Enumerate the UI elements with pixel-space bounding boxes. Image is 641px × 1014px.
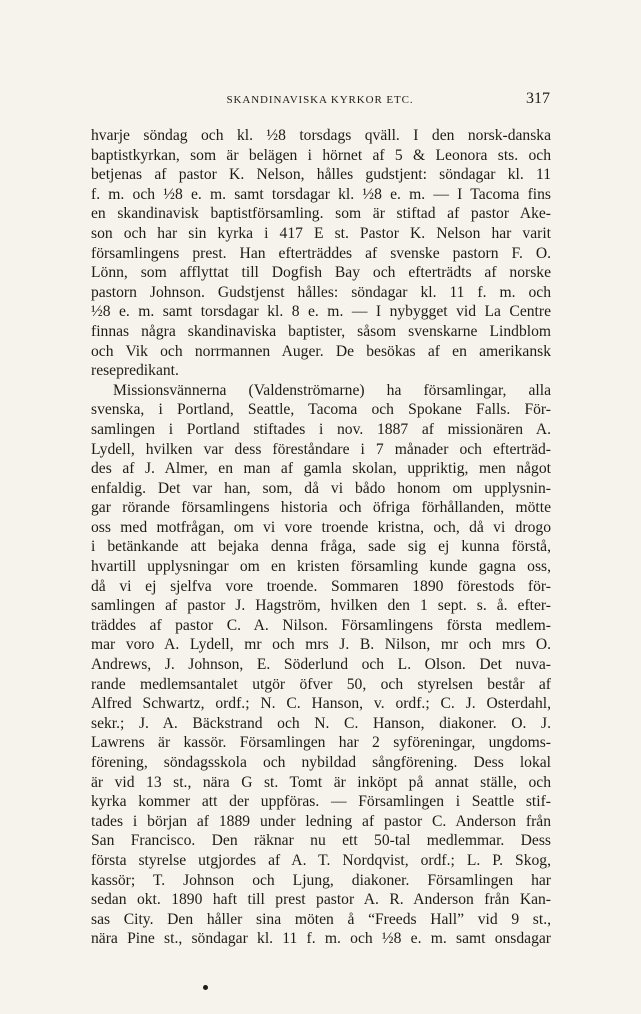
text-line: i betänkande att bejaka denna fråga, sade sig ej kunna förstå, — [91, 538, 551, 556]
text-line: sedan okt. 1890 haft till prest pastor A. R. Anderson från Kan- — [91, 891, 551, 909]
text-line: f. m. och ½8 e. m. samt torsdagar kl. ½8 e. m. — I Tacoma fins — [91, 185, 551, 203]
text-line: finnas några skandinaviska baptister, såsom svenskarne Lindblom — [91, 322, 551, 340]
running-title: SKANDINAVISKA KYRKOR ETC. — [226, 94, 414, 106]
text-line: resepredikant. — [91, 362, 179, 380]
text-line: förening, söndagsskola och nybildad sångförening. Dess lokal — [91, 754, 551, 771]
text-line: rande medlemsantalet utgör öfver 50, och styrelsen består af — [91, 675, 551, 693]
text-line: första styrelse utgjordes af A. T. Nordqvist, ordf.; L. P. Skog, — [91, 851, 551, 869]
text-line: Lönn, som afflyttat till Dogfish Bay och efterträdts af norske — [91, 264, 551, 282]
ink-dot — [203, 985, 208, 990]
text-line: hvarje söndag och kl. ½8 torsdags qväll. I den norsk-danska — [91, 127, 551, 144]
text-line: kassör; T. Johnson och Ljung, diakoner. Församlingen har — [91, 871, 551, 889]
text-line: Missionsvännerna (Valdenströmarne) ha församlingar, alla — [113, 381, 551, 399]
page-number: 317 — [526, 90, 550, 107]
text-line: då vi ej sjelfva vore troende. Sommaren 1890 förestods för- — [91, 577, 551, 595]
text-line: samlingen i Portland stiftades i nov. 1887 af missionären A. — [91, 420, 551, 438]
text-line: son och har sin kyrka i 417 E st. Pastor K. Nelson har varit — [91, 224, 551, 242]
text-line: enfaldig. Det var han, som, då vi bådo honom om upplysnin- — [91, 479, 551, 497]
text-line: gar rörande församlingens historia och öfriga förhållanden, mötte — [91, 499, 551, 517]
text-line: nära Pine st., söndagar kl. 11 f. m. och ½8 e. m. samt onsdagar — [91, 930, 551, 948]
text-line: hvartill upplysningar om en kristen församling kunde gagna oss, — [91, 558, 551, 576]
text-line: och Vik och norrmannen Auger. De besökas af en amerikansk — [91, 342, 551, 360]
text-line: oss med motfrågan, om vi vore troende kristna, och, då vi drogo — [91, 518, 551, 536]
text-line: pastorn Johnson. Gudstjenst hålles: söndagar kl. 11 f. m. och — [91, 283, 551, 301]
text-line: des af J. Almer, en man af gamla skolan, uppriktig, men något — [91, 460, 551, 478]
text-line: Andrews, J. Johnson, E. Söderlund och L. Olson. Det nuva- — [91, 656, 551, 674]
text-line: betjenas af pastor K. Nelson, hålles gudstjent: söndagar kl. 11 — [91, 166, 551, 184]
text-line: kyrka kommer att der uppföras. — Församlingen i Seattle stif- — [91, 793, 551, 811]
text-line: församlingens prest. Han efterträddes af svenske pastorn F. O. — [91, 244, 551, 262]
page-header — [90, 90, 550, 112]
text-line: samlingen af pastor J. Hagström, hvilken den 1 sept. s. å. efter- — [91, 597, 551, 615]
text-line: sekr.; J. A. Bäckstrand och N. C. Hanson, diakoner. O. J. — [91, 714, 551, 732]
text-line: ½8 e. m. samt torsdagar kl. 8 e. m. — I nybygget vid La Centre — [91, 303, 551, 321]
text-line: tades i början af 1889 under ledning af pastor C. Anderson från — [91, 812, 551, 830]
text-line: en skandinavisk baptistförsamling. som är stiftad af pastor Ake- — [91, 205, 551, 223]
text-line: Lydell, hvilken var dess föreståndare i 7 månader och efterträd- — [91, 440, 551, 458]
text-line: Alfred Schwartz, ordf.; N. C. Hanson, v. ordf.; C. J. Osterdahl, — [91, 695, 551, 713]
body-text — [91, 126, 551, 949]
text-line: San Francisco. Den räknar nu ett 50-tal medlemmar. Dess — [91, 832, 551, 850]
text-line: Lawrens är kassör. Församlingen har 2 syföreningar, ungdoms- — [91, 734, 551, 752]
text-line: träddes af pastor C. A. Nilson. Församlingens första medlem- — [91, 616, 551, 634]
text-line: svenska, i Portland, Seattle, Tacoma och Spokane Falls. För- — [91, 401, 551, 419]
text-line: baptistkyrkan, som är belägen i hörnet af 5 & Leonora sts. och — [91, 146, 551, 164]
text-line: sas City. Den håller sina möten å “Freeds Hall” vid 9 st., — [91, 910, 551, 928]
text-line: mar voro A. Lydell, mr och mrs J. B. Nilson, mr och mrs O. — [91, 636, 551, 654]
text-line: är vid 13 st., nära G st. Tomt är inköpt på annat ställe, och — [91, 773, 551, 791]
